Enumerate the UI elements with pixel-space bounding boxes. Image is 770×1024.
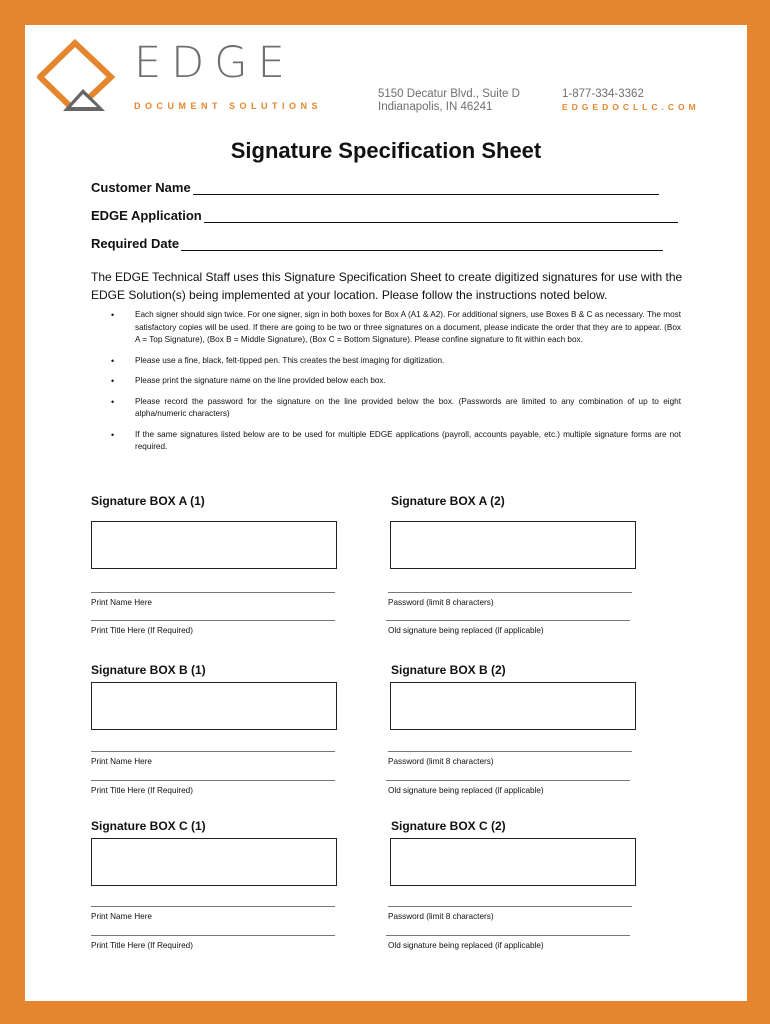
signature-box-c2[interactable] [390, 838, 636, 886]
signature-box-c2-label: Signature BOX C (2) [391, 819, 506, 833]
password-line-c2[interactable] [388, 906, 632, 907]
signature-box-a2-label: Signature BOX A (2) [391, 494, 505, 508]
edge-application-field[interactable] [91, 208, 678, 223]
print-name-label-c1: Print Name Here [91, 912, 152, 921]
signature-box-b1[interactable] [91, 682, 337, 730]
print-name-label-a1: Print Name Here [91, 598, 152, 607]
customer-name-field[interactable] [91, 180, 659, 195]
edge-application-label: EDGE Application [91, 208, 202, 223]
signature-box-b2-label: Signature BOX B (2) [391, 663, 506, 677]
instruction-item: • Please use a fine, black, felt-tipped pen. This creates the best imaging for digitization. [111, 355, 445, 366]
print-title-line-a1[interactable] [91, 620, 335, 621]
address-line-1: 5150 Decatur Blvd., Suite D [378, 88, 520, 100]
instruction-item: • Please record the password for the signature on the line provided below the box. (Passwords are limited to any combination of up to eight alpha/numeric characters) [111, 396, 681, 418]
signature-box-a2[interactable] [390, 521, 636, 569]
intro-paragraph: The EDGE Technical Staff uses this Signature Specification Sheet to create digitized signatures for use with the EDGE Solution(s) being implemented at your location. Please follow the instructions noted below. [91, 270, 683, 302]
page-title: Signature Specification Sheet [230, 138, 542, 163]
signature-box-b2[interactable] [390, 682, 636, 730]
customer-name-label: Customer Name [91, 180, 191, 195]
old-signature-line-a2[interactable] [386, 620, 630, 621]
bullet-icon: • [111, 310, 115, 320]
old-signature-line-b2[interactable] [386, 780, 630, 781]
instructions-list [107, 309, 681, 462]
edge-application-line[interactable] [204, 210, 678, 223]
bullet-icon: • [111, 376, 115, 386]
required-date-label: Required Date [91, 236, 180, 251]
old-signature-line-c2[interactable] [386, 935, 630, 936]
print-title-line-b1[interactable] [91, 780, 335, 781]
customer-name-line[interactable] [193, 182, 659, 195]
print-name-label-b1: Print Name Here [91, 757, 152, 766]
print-title-label-a1: Print Title Here (If Required) [91, 626, 193, 635]
password-line-a2[interactable] [388, 592, 632, 593]
signature-box-a1[interactable] [91, 521, 337, 569]
print-name-line-a1[interactable] [91, 592, 335, 593]
old-signature-label-b2: Old signature being replaced (if applicable) [388, 786, 544, 795]
phone-number: 1-877-334-3362 [562, 88, 644, 100]
print-title-label-b1: Print Title Here (If Required) [91, 786, 193, 795]
bullet-icon: • [111, 355, 115, 366]
instruction-item: • Each signer should sign twice. For one signer, sign in both boxes for Box A (A1 & A2). For additional signers, use Boxes B & C as necessary. The most satisfactory copies will be used. If there are going to be two or three signatures on a document, please indicate the order that they are to appear. (Box A = Top Signature), (Box B = Middle Signature), (Box C = Bottom Signature). Please confine signature to fit within each box. [111, 310, 681, 344]
print-title-line-c1[interactable] [91, 935, 335, 936]
password-label-a2: Password (limit 8 characters) [388, 598, 494, 607]
print-name-line-b1[interactable] [91, 751, 335, 752]
print-name-line-c1[interactable] [91, 906, 335, 907]
password-line-b2[interactable] [388, 751, 632, 752]
signature-box-b1-label: Signature BOX B (1) [91, 663, 206, 677]
old-signature-label-a2: Old signature being replaced (if applicable) [388, 626, 544, 635]
address-line-2: Indianapolis, IN 46241 [378, 101, 493, 113]
brand-subtitle: DOCUMENT SOLUTIONS [134, 101, 322, 111]
old-signature-label-c2: Old signature being replaced (if applicable) [388, 941, 544, 950]
edge-logo-icon [37, 39, 129, 111]
signature-box-c1-label: Signature BOX C (1) [91, 819, 206, 833]
brand-name: EDGE [134, 38, 295, 88]
print-title-label-c1: Print Title Here (If Required) [91, 941, 193, 950]
signature-box-a1-label: Signature BOX A (1) [91, 494, 205, 508]
bullet-icon: • [111, 396, 115, 407]
signature-box-c1[interactable] [91, 838, 337, 886]
website: EDGEDOCLLC.COM [562, 102, 700, 112]
instruction-item: • If the same signatures listed below are to be used for multiple EDGE applications (payroll, accounts payable, etc.) multiple signature forms are not required. [111, 429, 681, 451]
instruction-item: • Please print the signature name on the line provided below each box. [111, 376, 386, 386]
required-date-line[interactable] [181, 238, 663, 251]
required-date-field[interactable] [91, 236, 663, 251]
address-block [378, 88, 520, 114]
document-page [25, 25, 747, 1001]
bullet-icon: • [111, 429, 115, 440]
password-label-c2: Password (limit 8 characters) [388, 912, 494, 921]
password-label-b2: Password (limit 8 characters) [388, 757, 494, 766]
